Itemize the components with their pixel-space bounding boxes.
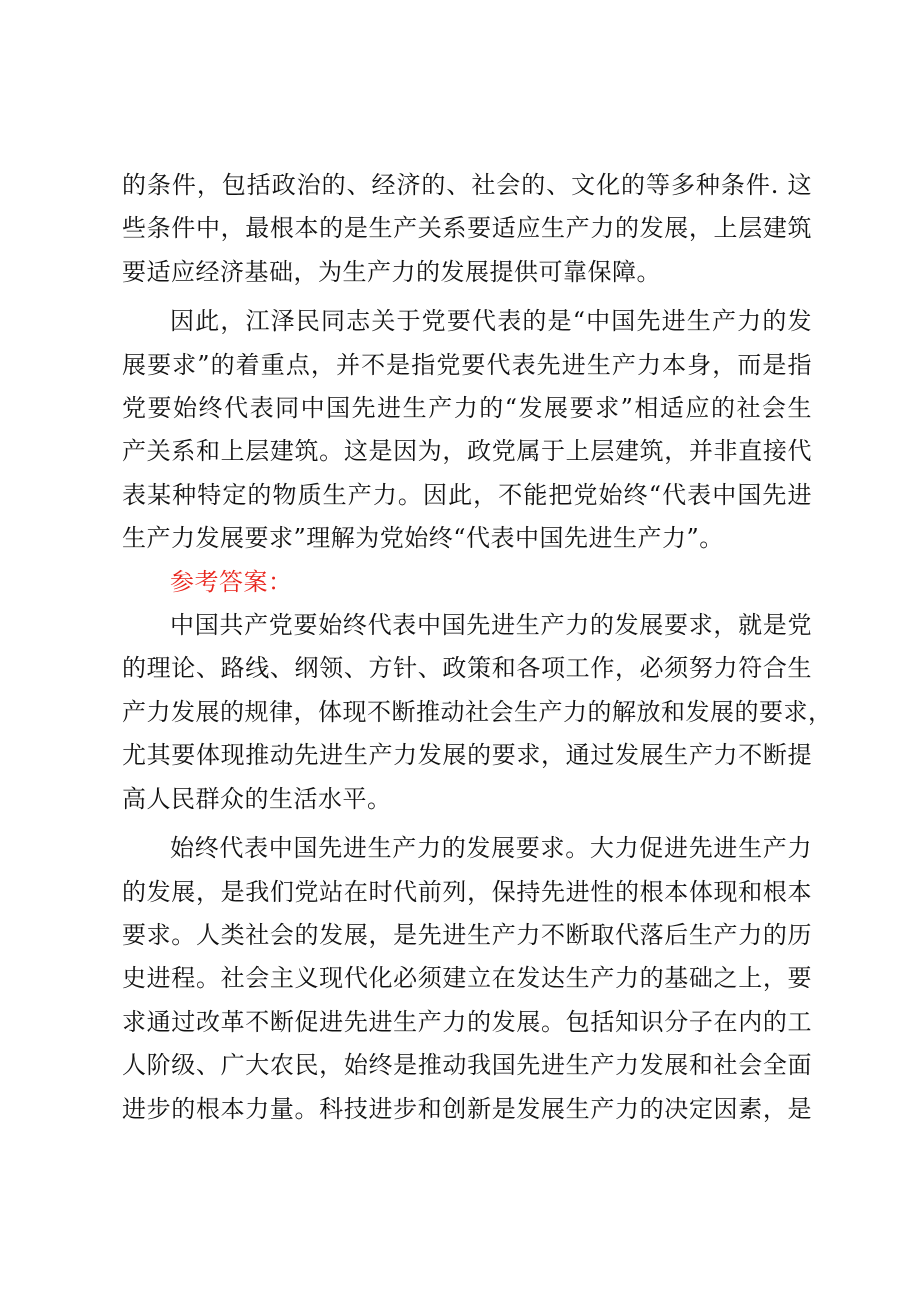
text-line: 高人民群众的生活水平。: [122, 784, 392, 813]
text-line: 产关系和上层建筑。这是因为，政党属于上层建筑，并非直接代: [122, 437, 812, 466]
text-line: 求通过改革不断促进先进生产力的发展。包括知识分子在内的工: [122, 1007, 812, 1036]
text-line: 因此，江泽民同志关于党要代表的是“中国先进生产力的发: [170, 307, 812, 336]
paragraph-conditions: [122, 164, 812, 294]
text-line: 人阶级、广大农民，始终是推动我国先进生产力发展和社会全面: [122, 1051, 812, 1080]
text-line: 的理论、路线、纲领、方针、政策和各项工作，必须努力符合生: [122, 654, 812, 683]
text-line: 要求。人类社会的发展，是先进生产力不断取代落后生产力的历: [122, 920, 812, 949]
answer-label: 参考答案：: [170, 567, 293, 596]
text-line: 进步的根本力量。科技进步和创新是发展生产力的决定因素，是: [122, 1094, 812, 1123]
text-line: 始终代表中国先进生产力的发展要求。大力促进先进生产力: [170, 834, 812, 863]
text-line: 史进程。社会主义现代化必须建立在发达生产力的基础之上，要: [122, 964, 812, 993]
text-line: 的发展，是我们党站在时代前列，保持先进性的根本体现和根本: [122, 877, 812, 906]
text-line: 表某种特定的物质生产力。因此，不能把党始终“代表中国先进: [122, 480, 812, 509]
text-line: 些条件中，最根本的是生产关系要适应生产力的发展，上层建筑: [122, 214, 812, 243]
text-line: 要适应经济基础，为生产力的发展提供可靠保障。: [122, 257, 661, 286]
paragraph-therefore: [122, 300, 812, 560]
text-line: 中国共产党要始终代表中国先进生产力的发展要求，就是党: [170, 611, 812, 640]
text-line: 党要始终代表同中国先进生产力的“发展要求”相适应的社会生: [122, 394, 812, 423]
text-line: 展要求”的着重点，并不是指党要代表先进生产力本身，而是指: [122, 350, 812, 379]
paragraph-answer-1: [122, 604, 833, 821]
text-line: 尤其要体现推动先进生产力发展的要求，通过发展生产力不断提: [122, 741, 812, 770]
text-line: 产力发展的规律，体现不断推动社会生产力的解放和发展的要求，: [122, 697, 833, 726]
text-line: 的条件，包括政治的、经济的、社会的、文化的等多种条件. 这: [122, 171, 812, 199]
document-page: [122, 164, 833, 1131]
paragraph-answer-2: [122, 827, 812, 1131]
text-line: 生产力发展要求”理解为党始终“代表中国先进生产力”。: [122, 524, 724, 553]
